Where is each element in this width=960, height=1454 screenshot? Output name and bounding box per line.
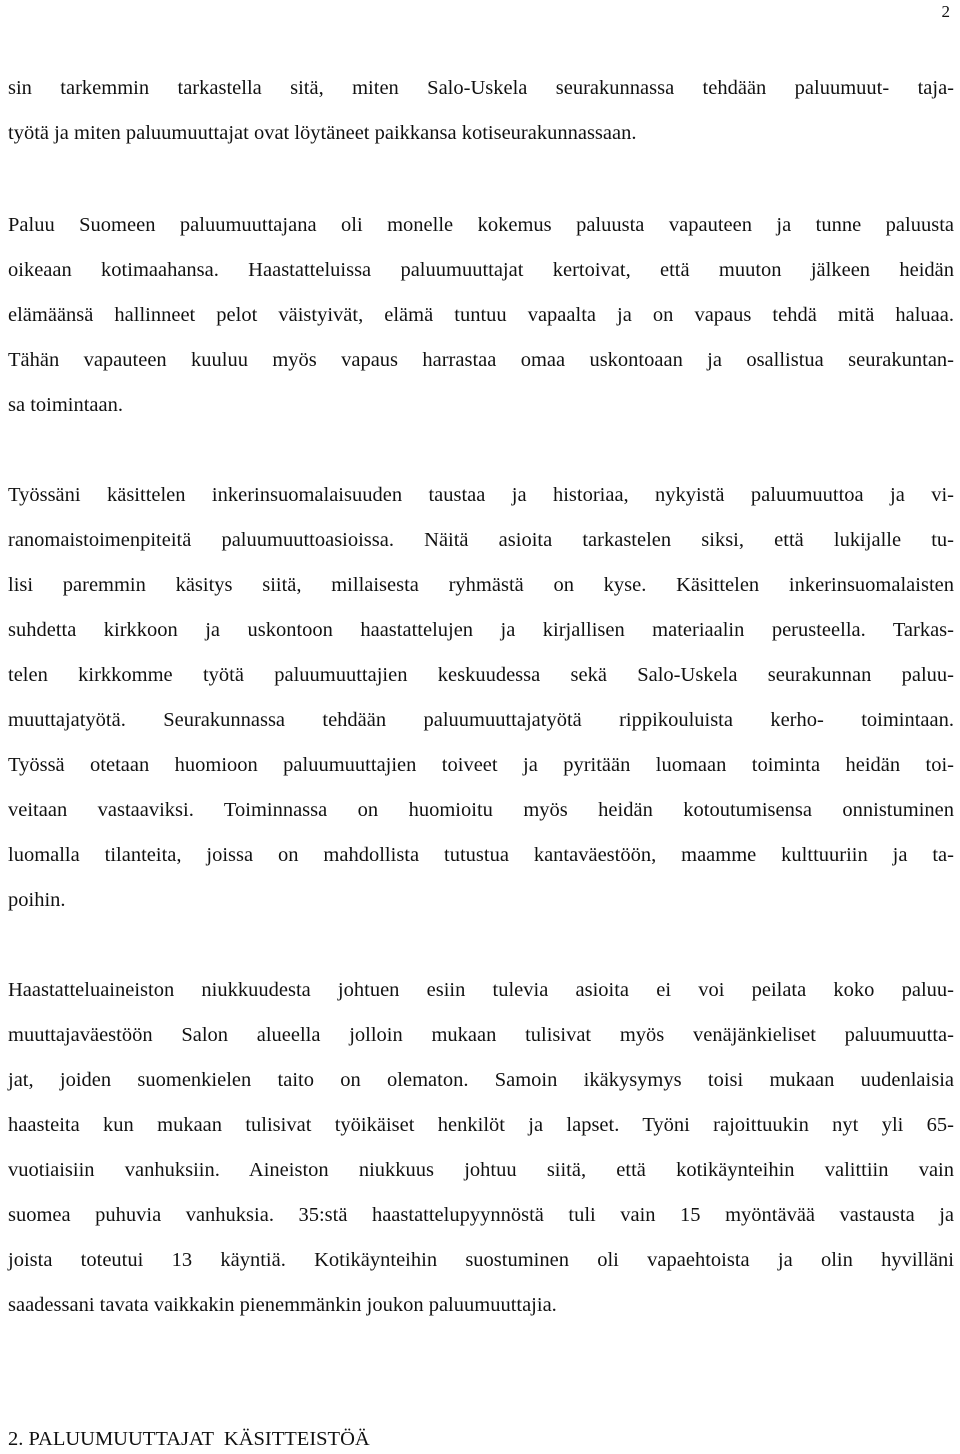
paragraph-2 xyxy=(8,203,954,428)
paragraph-4 xyxy=(8,968,954,1328)
section-heading: 2. PALUUMUUTTAJAT KÄSITTEISTÖÄ xyxy=(8,1428,370,1450)
text-line: muuttajatyötä. Seurakunnassa tehdään paluumuuttajatyötä rippikouluista kerho- toimintaan. xyxy=(8,709,954,731)
text-line: Työssäni käsittelen inkerinsuomalaisuuden taustaa ja historiaa, nykyistä paluumuuttoa ja vi- xyxy=(8,484,954,506)
text-line: sin tarkemmin tarkastella sitä, miten Salo-Uskela seurakunnassa tehdään paluumuut- taja- xyxy=(8,77,954,99)
text-line: lisi paremmin käsitys siitä, millaisesta ryhmästä on kyse. Käsittelen inkerinsuomalaisten xyxy=(8,574,954,596)
text-line: Tähän vapauteen kuuluu myös vapaus harrastaa omaa uskontoaan ja osallistua seurakuntan- xyxy=(8,349,954,371)
text-line: elämäänsä hallinneet pelot väistyivät, elämä tuntuu vapaalta ja on vapaus tehdä mitä haluaa. xyxy=(8,304,954,326)
text-line: suomea puhuvia vanhuksia. 35:stä haastattelupyynnöstä tuli vain 15 myöntävää vastausta ja xyxy=(8,1204,954,1226)
text-line: Työssä otetaan huomioon paluumuuttajien toiveet ja pyritään luomaan toiminta heidän toi- xyxy=(8,754,954,776)
page-number: 2 xyxy=(941,2,950,21)
text-line: sa toimintaan. xyxy=(8,394,124,416)
text-line: poihin. xyxy=(8,889,66,911)
text-line: jat, joiden suomenkielen taito on olematon. Samoin ikäkysymys toisi mukaan uudenlaisia xyxy=(8,1069,954,1091)
text-line: joista toteutui 13 käyntiä. Kotikäynteihin suostuminen oli vapaehtoista ja olin hyvilläni xyxy=(8,1249,954,1271)
text-line: suhdetta kirkkoon ja uskontoon haastattelujen ja kirjallisen materiaalin perusteella. Tarkas- xyxy=(8,619,954,641)
paragraph-1 xyxy=(8,66,954,156)
text-line: luomalla tilanteita, joissa on mahdollista tutustua kantaväestöön, maamme kulttuuriin ja ta- xyxy=(8,844,954,866)
text-line: Paluu Suomeen paluumuuttajana oli monelle kokemus paluusta vapauteen ja tunne paluusta xyxy=(8,214,954,236)
text-line: haasteita kun mukaan tulisivat työikäiset henkilöt ja lapset. Työni rajoittuukin nyt yli 65- xyxy=(8,1114,954,1136)
text-line: vuotiaisiin vanhuksiin. Aineiston niukkuus johtuu siitä, että kotikäynteihin valittiin vain xyxy=(8,1159,954,1181)
text-line: oikeaan kotimaahansa. Haastatteluissa paluumuuttajat kertoivat, että muuton jälkeen heidän xyxy=(8,259,954,281)
text-line: veitaan vastaaviksi. Toiminnassa on huomioitu myös heidän kotoutumisensa onnistuminen xyxy=(8,799,954,821)
text-line: työtä ja miten paluumuuttajat ovat löytäneet paikkansa kotiseurakunnassaan. xyxy=(8,122,637,144)
text-line: saadessani tavata vaikkakin pienemmänkin joukon paluumuuttajia. xyxy=(8,1294,557,1316)
text-line: Haastatteluaineiston niukkuudesta johtuen esiin tulevia asioita ei voi peilata koko paluu- xyxy=(8,979,954,1001)
text-line: telen kirkkomme työtä paluumuuttajien keskuudessa sekä Salo-Uskela seurakunnan paluu- xyxy=(8,664,954,686)
text-line: ranomaistoimenpiteitä paluumuuttoasioissa. Näitä asioita tarkastelen siksi, että lukijalle tu- xyxy=(8,529,954,551)
text-line: muuttajaväestöön Salon alueella jolloin mukaan tulisivat myös venäjänkieliset paluumuutta- xyxy=(8,1024,954,1046)
paragraph-3 xyxy=(8,473,954,923)
